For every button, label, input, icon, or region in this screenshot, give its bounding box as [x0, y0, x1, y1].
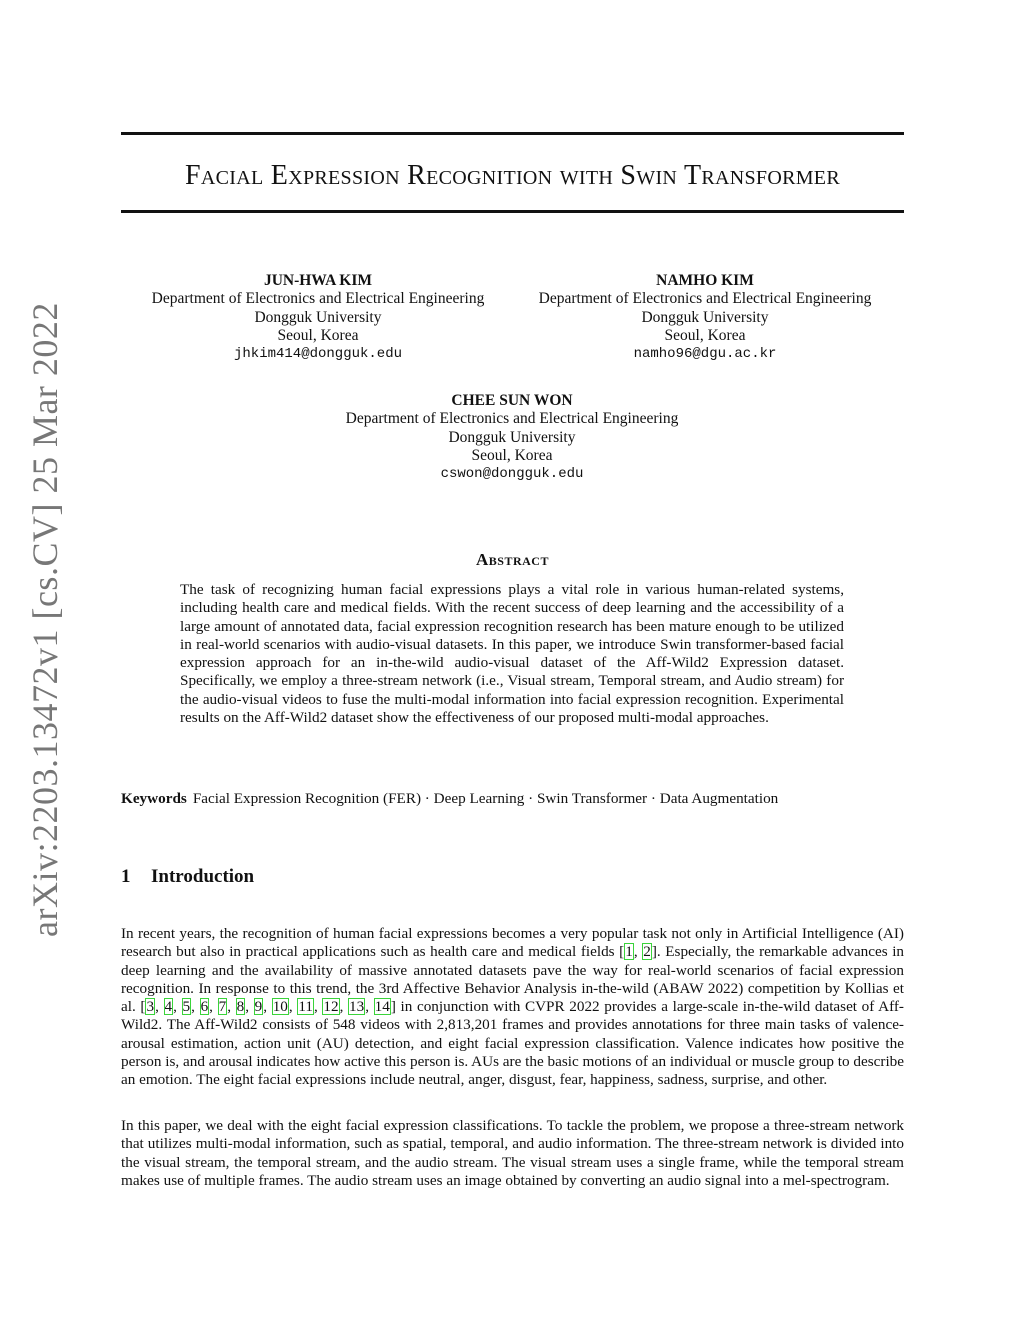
- author-university: Dongguk University: [448, 428, 576, 446]
- citation-link[interactable]: 6: [200, 998, 209, 1016]
- author-university: Dongguk University: [254, 308, 382, 326]
- author-location: Seoul, Korea: [471, 446, 553, 464]
- title-bottom-rule: [121, 210, 904, 213]
- citation-link[interactable]: 9: [254, 998, 263, 1016]
- section-heading: [121, 866, 254, 888]
- section-title: Introduction: [151, 866, 255, 887]
- citation-link[interactable]: 1: [625, 943, 633, 961]
- author-email[interactable]: namho96@dgu.ac.kr: [633, 346, 777, 363]
- intro-paragraph-1: In recent years, the recognition of human facial expressions becomes a very popular task not only in Artificial Intelligence (AI) research but also in practical applications such as health care and medical fields [1, 2]. Especially, the remarkable advances in deep learning and the availability of massive annotated datasets pave the way for real-world scenarios of facial expression recognition. In response to this trend, the 3rd Affective Behavior Analysis in-the-wild (ABAW 2022) competition by Kollias et al. [3, 4, 5, 6, 7, 8, 9, 10, 11, 12, 13, 14] in conjunction with CVPR 2022 provides a large-scale in-the-wild dataset of Aff-Wild2. The Aff-Wild2 consists of 548 videos with 2,813,201 frames and provides annotations for three main tasks of valence-arousal estimation, action unit (AU) detection, and eight facial expression classification. Valence indicates how positive the person is, and arousal indicates how active this person is. AUs are the basic motions of an individual or muscle group to describe an emotion. The eight facial expressions include neutral, anger, disgust, fear, happiness, sadness, surprise, and other.: [121, 925, 905, 1089]
- citation-link[interactable]: 11: [298, 998, 313, 1016]
- citation-link[interactable]: 12: [323, 998, 339, 1016]
- abstract-text: The task of recognizing human facial expressions plays a vital role in various human-related systems, including health care and medical fields. With the recent success of deep learning and the accessibility of a large amount of annotated data, facial expression recognition research has been mature enough to be utilized in real-world scenarios with audio-visual datasets. In this paper, we introduce Swin transformer-based facial expression approach for an in-the-wild audio-visual dataset of the Aff-Wild2 Expression dataset. Specifically, we employ a three-stream network (i.e., Visual stream, Temporal stream, and Audio stream) for the audio-visual videos to fuse the multi-modal information into facial expression recognition. Experimental results on the Aff-Wild2 dataset show the effectiveness of our proposed multi-modal approaches.: [180, 581, 844, 727]
- intro-paragraph-2: In this paper, we deal with the eight facial expression classifications. To tackle the problem, we propose a three-stream network that utilizes multi-modal information, such as spatial, temporal, and audio information. The three-stream network is divided into the visual stream, the temporal stream, and the audio stream. The visual stream uses a single frame, while the temporal stream makes use of multiple frames. The audio stream uses an image obtained by converting an audio signal into a mel-spectrogram.: [121, 1117, 904, 1189]
- author-block-3: [312, 392, 712, 483]
- citation-link[interactable]: 2: [643, 943, 651, 961]
- keywords-line: [121, 790, 904, 808]
- author-name: JUN-HWA KIM: [263, 272, 373, 289]
- citation-link[interactable]: 4: [164, 998, 173, 1016]
- title-top-rule: [121, 132, 904, 135]
- author-name: CHEE SUN WON: [451, 392, 573, 409]
- citation-link[interactable]: 8: [236, 998, 245, 1016]
- citation-link[interactable]: 7: [218, 998, 227, 1016]
- section-number: 1: [121, 866, 131, 887]
- citation-link[interactable]: 10: [272, 998, 288, 1016]
- author-block-1: [118, 272, 518, 363]
- para1-text-b: ]. Especially, the remarkable advances in deep learning and the availability of massive annotated datasets pave the way for real-world scenarios of facial expression recognition. In response to this trend, the 3rd Affective Behavior Analysis in-the-wild (ABAW 2022) competition by Kollias et al. [: [121, 943, 905, 1016]
- paper-title: Facial Expression Recognition with Swin Transformer: [185, 160, 840, 191]
- keywords-label: Keywords: [121, 790, 187, 807]
- author-email[interactable]: cswon@dongguk.edu: [440, 466, 584, 483]
- citation-link[interactable]: 3: [146, 998, 155, 1016]
- author-name: NAMHO KIM: [656, 272, 754, 289]
- author-department: Department of Electronics and Electrical Engineering: [151, 290, 485, 308]
- arxiv-identifier: arXiv:2203.13472v1 [cs.CV] 25 Mar 2022: [25, 302, 65, 937]
- author-block-2: [505, 272, 905, 363]
- author-university: Dongguk University: [641, 308, 769, 326]
- citation-link[interactable]: 5: [182, 998, 191, 1016]
- author-location: Seoul, Korea: [664, 326, 746, 344]
- keywords-text: Facial Expression Recognition (FER) · Deep Learning · Swin Transformer · Data Augmentation: [192, 790, 779, 807]
- author-email[interactable]: jhkim414@dongguk.edu: [233, 346, 403, 363]
- para1-text-c: ] in conjunction with CVPR 2022 provides a large-scale in-the-wild dataset of Aff-Wild2. The Aff-Wild2 consists of 548 videos with 2,813,201 frames and provides annotations for three main tasks of valence-arousal estimation, action unit (AU) detection, and eight facial expression classification. Valence indicates how positive the person is, and arousal indicates how active this person is. AUs are the basic motions of an individual or muscle group to describe an emotion. The eight facial expressions include neutral, anger, disgust, fear, happiness, sadness, surprise, and other.: [121, 998, 904, 1089]
- citation-link[interactable]: 14: [374, 998, 390, 1016]
- abstract-heading: Abstract: [476, 550, 549, 569]
- para1-text-a: In recent years, the recognition of human facial expressions becomes a very popular task not only in Artificial Intelligence (AI) research but also in practical applications such as health care and medical fields [: [121, 925, 904, 961]
- author-department: Department of Electronics and Electrical Engineering: [538, 290, 872, 308]
- author-location: Seoul, Korea: [277, 326, 359, 344]
- citation-group: 3, 4, 5, 6, 7, 8, 9, 10, 11, 12, 13, 14: [146, 998, 390, 1016]
- citation-link[interactable]: 13: [349, 998, 365, 1016]
- author-department: Department of Electronics and Electrical Engineering: [345, 410, 679, 428]
